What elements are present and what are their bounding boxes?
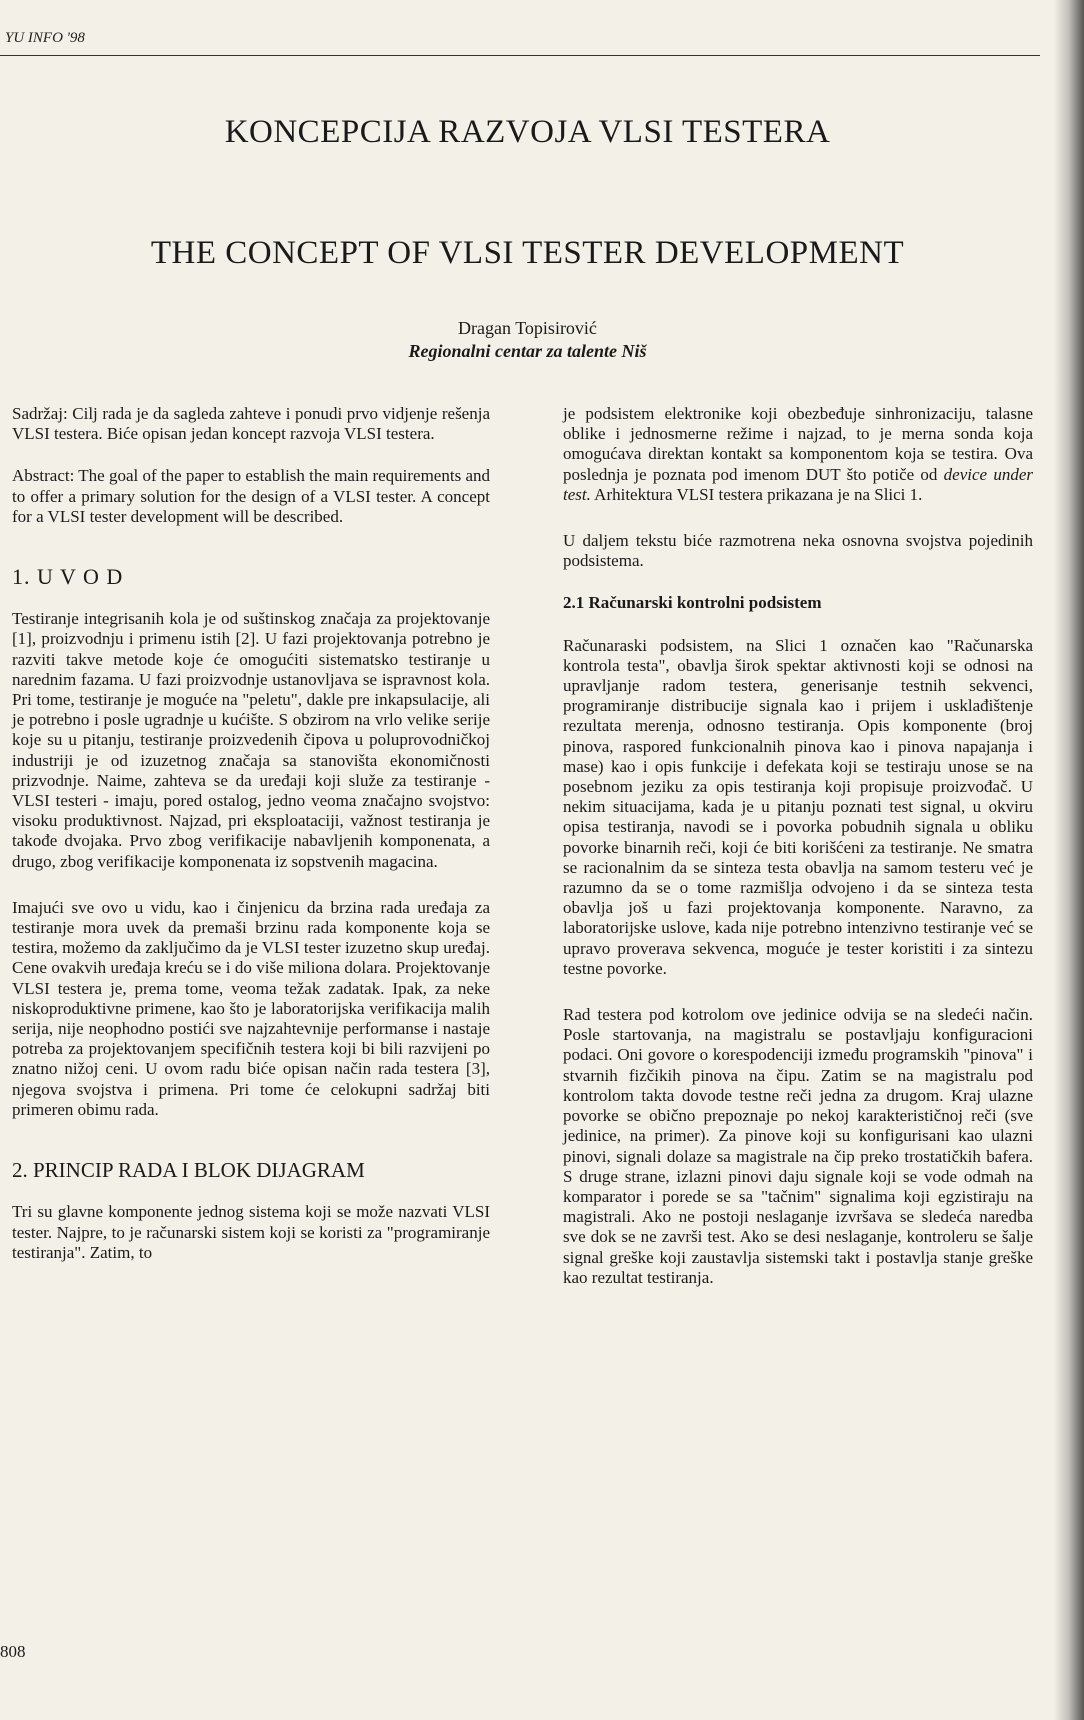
left-column <box>12 404 490 1263</box>
text-span: je podsistem elektronike koji obezbeđuje sinhronizaciju, talasne oblike i jednosmerne režime i najzad, to je merna sonda koja omogućava direktan kontakt sa komponentom koja se testira. Ova poslednja je poznata pod imenom DUT što potiče od <box>563 404 1033 484</box>
abstract-paragraph: Abstract: The goal of the paper to establish the main requirements and to offer a primary solution for the design of a VLSI tester. A concept for a VLSI tester development will be described. <box>12 466 490 526</box>
author-affiliation: Regionalni centar za talente Niš <box>408 341 647 361</box>
body-paragraph: Rad testera pod kotrolom ove jedinice odvija se na sledeći način. Posle startovanja, na magistralu se postavljaju konfiguracioni podaci. Oni govore o korespodenciji između programskih "pinova" i stvarnih fizčikih pinova na čipu. Zatim se na magistralu pod kontrolom takta dovode testne reči jedna za drugom. Kraj ulazne povorke se obično prepoznaje po nekoj karakterističnoj reči (sve jedinice, na primer). Za pinove koji su konfigurisani kao ulazni pinovi, signali dolaze sa magistrale na čip preko trostatičkih bafera. S druge strane, izlazni pinovi daju signale koji se vode odmah na komparator i porede se sa "tačnim" signalima koji egzistiraju na magistrali. Ako ne postoji neslaganje izvršava se sledeća naredba sve dok se ne završi test. Ako se desi neslaganje, kontroleru se šalje signal greške koji zaustavlja sistemski takt i postavlja stanje greške kao rezultat testiranja. <box>563 1005 1033 1287</box>
section-heading-princip-rada: 2. PRINCIP RADA I BLOK DIJAGRAM <box>12 1158 365 1183</box>
title-serbian: KONCEPCIJA RAZVOJA VLSI TESTERA <box>224 114 831 151</box>
body-paragraph <box>563 404 1033 505</box>
subsection-heading: 2.1 Računarski kontrolni podsistem <box>563 593 822 613</box>
body-paragraph: Računaraski podsistem, na Slici 1 označen kao "Računarska kontrola testa", obavlja širok spektar aktivnosti koji se odnosi na upravljanje radom testera, generisanje testnih sekvenci, programiranje distribucije signala kao i prijem i usklađištenje rezultata merenja, odnosno testiranja. Opis komponente (broj pinova, raspored funkcionalnih pinova kao i pinova napajanja i mase) kao i opis funkcije i defekata koji se testiraju unose se na posebnom jeziku za opis testiranja koji propisuje proizvođač. U nekim situacijama, kada je u pitanju poznati test signal, u okviru opisa testiranja, navodi se i povorka pobudnih signala u obliku povorke binarnih reči, koji će biti korišćeni za testiranje. Ne smatra se racionalnim da se sinteza testa obavlja na samom testeru već je razumno da se o tome razmišlja odvojeno i da se sinteza testa obavlja još u fazi projektovanja komponente. Naravno, za laboratorijske uslove, kada nije potrebno intenzivno testiranje već se upravo proverava sekvenca, moguće je tester koristiti i za sintezu testne povorke. <box>563 635 1033 978</box>
author-name: Dragan Topisirović <box>458 318 597 338</box>
italic-term: device under test. <box>563 464 1033 504</box>
title-english: THE CONCEPT OF VLSI TESTER DEVELOPMENT <box>150 235 905 272</box>
right-column <box>563 404 1033 1288</box>
running-header: YU INFO '98 <box>5 30 85 46</box>
binding-shadow <box>1054 0 1084 1720</box>
section-heading-uvod: 1. U V O D <box>12 564 124 590</box>
page-number: 808 <box>0 1642 26 1661</box>
sadrzaj-paragraph: Sadržaj: Cilj rada je da sagleda zahteve i ponudi prvo vidjenje rešenja VLSI testera. Biće opisan jedan koncept razvoja VLSI testera. <box>12 404 490 444</box>
body-paragraph: Tri su glavne komponente jednog sistema koji se može nazvati VLSI tester. Najpre, to je računarski sistem koji se koristi za "programiranje testiranja". Zatim, to <box>12 1202 490 1262</box>
header-rule <box>0 55 1040 56</box>
body-paragraph: Imajući sve ovo u vidu, kao i činjenicu da brzina rada uređaja za testiranje mora uvek da premaši brzinu rada komponente koja se testira, možemo da zaključimo da je VLSI tester izuzetno skup uređaj. Cene ovakvih uređaja kreću se i do više miliona dolara. Projektovanje VLSI testera je, prema tome, veoma težak zadatak. Ipak, za neke niskoproduktivne primene, kao što je laboratorijska verifikacija malih serija, nije neophodno postići sve najzahtevnije performanse i nastaje potreba za projektovanjem specifičnih testera koji bi bili razvijeni po znatno nižoj ceni. U ovom radu biće opisan način rada testera [3], njegova svojstva i primena. Pri tome će celokupni sadržaj biti primeren obimu rada. <box>12 897 490 1119</box>
body-paragraph: U daljem tekstu biće razmotrena neka osnovna svojstva pojedinih podsistema. <box>563 531 1033 571</box>
text-span: Arhitektura VLSI testera prikazana je na Slici 1. <box>590 484 923 504</box>
body-paragraph: Testiranje integrisanih kola je od suštinskog značaja za projektovanje [1], proizvodnju i primenu istih [2]. U fazi projektovanja potrebno je razviti takve metode koje će omogućiti sistematsko testiranje u narednim fazama. U fazi proizvodnje ustanovljava se ispravnost kola. Pri tome, testiranje je moguće na "peletu", dakle pre inkapsulacije, ali je potrebno i posle ugradnje u kućište. S obzirom na vrlo velike serije koje su u pitanju, testiranje proizvedenih čipova u poluprovodničkoj industriji je od izuzetnog značaja sa stanovišta ekonomičnosti prizvodnje. Naime, zahteva se da uređaji koji služe za testiranje - VLSI testeri - imaju, pored ostalog, jedno veoma značajno svojstvo: visoku produktivnost. Najzad, pri eksploataciji, važnost testiranja je takođe dvojaka. Prvo zbog verifikacije nabavljenih komponenata, a drugo, zbog verifikacije komponenata iz sopstvenih magacina. <box>12 609 490 871</box>
